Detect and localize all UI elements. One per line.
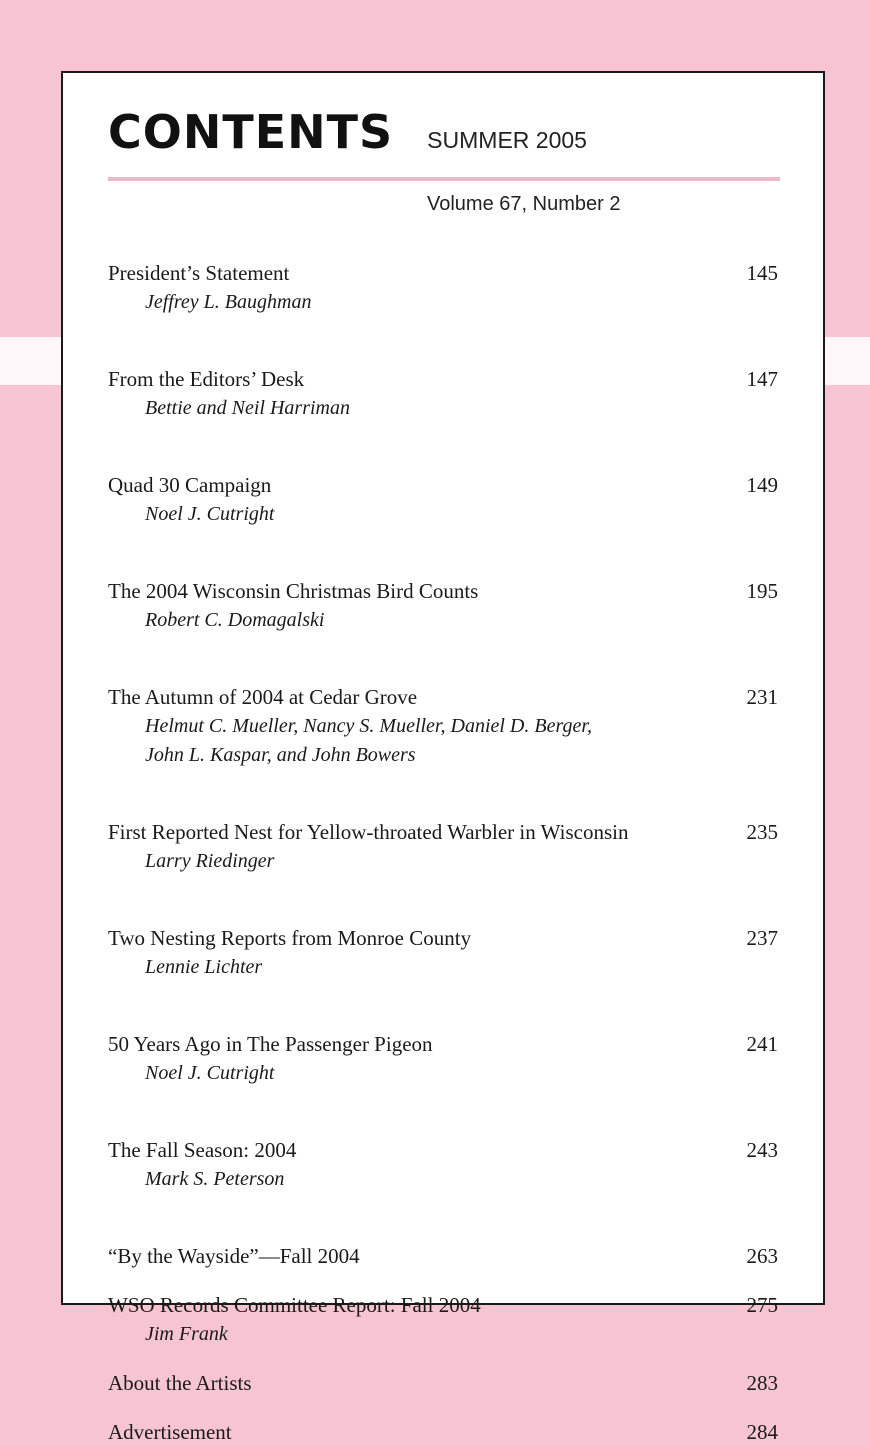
entry-author: Noel J. Cutright xyxy=(145,503,275,525)
entry-page-number: 235 xyxy=(746,820,778,844)
entry-title: Two Nesting Reports from Monroe County xyxy=(108,926,472,950)
toc-entry xyxy=(108,471,778,529)
entry-page-number: 241 xyxy=(746,1032,778,1056)
entry-page-number: 263 xyxy=(746,1244,778,1268)
table-of-contents xyxy=(108,259,778,1447)
toc-entry xyxy=(108,259,778,317)
toc-entry xyxy=(108,1030,778,1088)
toc-entry xyxy=(108,577,778,635)
toc-entry xyxy=(108,1418,778,1447)
entry-page-number: 237 xyxy=(746,926,778,950)
entry-author: Robert C. Domagalski xyxy=(145,609,325,631)
entry-page-number: 243 xyxy=(746,1138,778,1162)
entry-title: “By the Wayside”—Fall 2004 xyxy=(108,1244,360,1268)
entry-author: Mark S. Peterson xyxy=(145,1168,285,1190)
entry-title: Advertisement xyxy=(108,1420,232,1444)
entry-page-number: 283 xyxy=(746,1371,778,1395)
entry-page-number: 149 xyxy=(746,473,778,497)
entry-page-number: 195 xyxy=(746,579,778,603)
entry-author: Jim Frank xyxy=(145,1323,228,1345)
entry-author: Helmut C. Mueller, Nancy S. Mueller, Daniel D. Berger, xyxy=(145,715,592,737)
entry-title: WSO Records Committee Report: Fall 2004 xyxy=(108,1293,481,1317)
entry-page-number: 145 xyxy=(746,261,778,285)
toc-entry xyxy=(108,924,778,982)
entry-title: President’s Statement xyxy=(108,261,290,285)
toc-entry xyxy=(108,365,778,423)
entry-title: The Autumn of 2004 at Cedar Grove xyxy=(108,685,418,709)
entry-title: First Reported Nest for Yellow-throated Warbler in Wisconsin xyxy=(108,820,629,844)
contents-panel xyxy=(61,71,825,1444)
toc-entry xyxy=(108,683,778,770)
entry-author: Lennie Lichter xyxy=(145,956,263,978)
contents-title: CONTENTS xyxy=(108,105,394,159)
toc-entry xyxy=(108,1242,778,1271)
entry-author: Bettie and Neil Harriman xyxy=(145,397,350,419)
entry-title: 50 Years Ago in The Passenger Pigeon xyxy=(108,1032,433,1056)
entry-title: Quad 30 Campaign xyxy=(108,473,272,497)
toc-entry xyxy=(108,1369,778,1398)
entry-page-number: 275 xyxy=(746,1293,778,1317)
entry-page-number: 231 xyxy=(746,685,778,709)
toc-entry xyxy=(108,818,778,876)
entry-author: Larry Riedinger xyxy=(145,850,275,872)
entry-author: Noel J. Cutright xyxy=(145,1062,275,1084)
header-rule xyxy=(108,177,780,181)
volume-number: Volume 67, Number 2 xyxy=(427,193,621,215)
entry-page-number: 284 xyxy=(746,1420,778,1444)
toc-entry xyxy=(108,1291,778,1349)
toc-entry xyxy=(108,1136,778,1194)
entry-title: From the Editors’ Desk xyxy=(108,367,305,391)
entry-title: About the Artists xyxy=(108,1371,252,1395)
entry-author: John L. Kaspar, and John Bowers xyxy=(145,744,416,766)
contents-header xyxy=(108,105,587,159)
issue-season: SUMMER 2005 xyxy=(427,127,587,153)
entry-author: Jeffrey L. Baughman xyxy=(145,291,312,313)
entry-title: The Fall Season: 2004 xyxy=(108,1138,297,1162)
entry-page-number: 147 xyxy=(746,367,778,391)
entry-title: The 2004 Wisconsin Christmas Bird Counts xyxy=(108,579,479,603)
